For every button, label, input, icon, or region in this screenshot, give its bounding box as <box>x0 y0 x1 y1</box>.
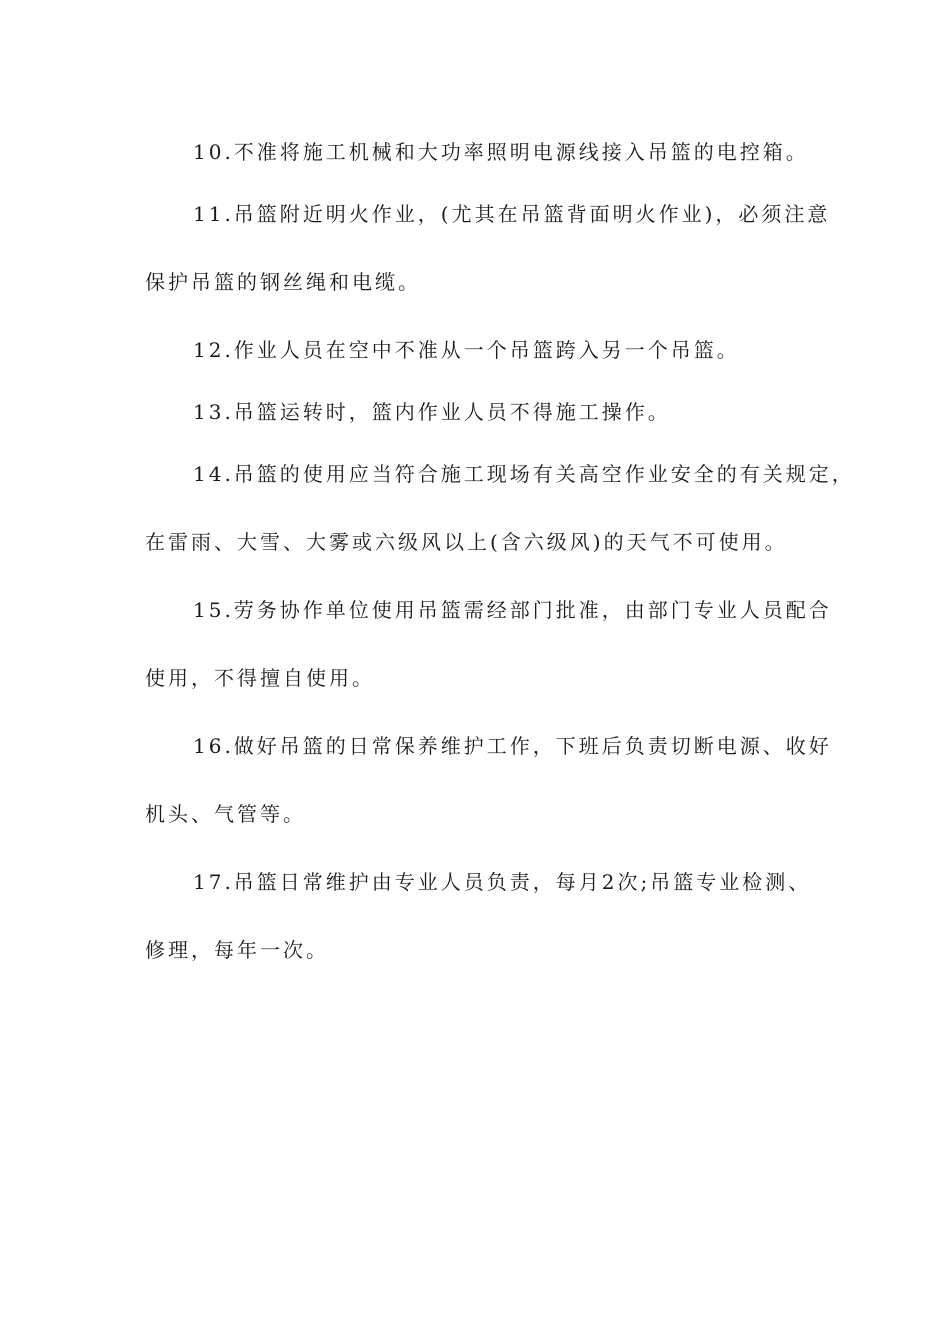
rule-item-12-line-1: 12.作业人员在空中不准从一个吊篮跨入另一个吊篮。 <box>193 338 740 362</box>
document-body <box>145 125 855 991</box>
rule-item-13-line-1: 13.吊篮运转时，篮内作业人员不得施工操作。 <box>193 400 671 424</box>
rule-item-17-line-1: 17.吊篮日常维护由专业人员负责，每月2次;吊篮专业检测、 <box>193 870 812 894</box>
rule-item-14-line-2: 在雷雨、大雪、大雾或六级风以上(含六级风)的天气不可使用。 <box>145 530 788 554</box>
rule-item-13 <box>145 385 815 447</box>
rule-item-11-line-2: 保护吊篮的钢丝绳和电缆。 <box>145 270 421 294</box>
rule-item-15 <box>145 583 832 719</box>
rule-item-10 <box>145 125 815 187</box>
rule-item-16-line-1: 16.做好吊篮的日常保养维护工作，下班后负责切断电源、收好 <box>193 734 832 758</box>
rule-item-16-line-2: 机头、气管等。 <box>145 802 306 826</box>
rule-item-12 <box>145 323 815 385</box>
rule-item-17-line-2: 修理，每年一次。 <box>145 938 329 962</box>
rule-item-10-line-1: 10.不准将施工机械和大功率照明电源线接入吊篮的电控箱。 <box>193 140 809 164</box>
rule-item-16 <box>145 719 832 855</box>
rule-item-15-line-1: 15.劳务协作单位使用吊篮需经部门批准，由部门专业人员配合 <box>193 598 832 622</box>
rule-item-11-line-1: 11.吊篮附近明火作业，(尤其在吊篮背面明火作业)，必须注意 <box>193 202 831 226</box>
rule-item-15-line-2: 使用，不得擅自使用。 <box>145 666 375 690</box>
rule-item-17 <box>145 855 815 991</box>
rule-item-11 <box>145 187 831 323</box>
rule-item-14 <box>145 447 855 583</box>
rule-item-14-line-1: 14.吊篮的使用应当符合施工现场有关高空作业安全的有关规定， <box>193 462 855 486</box>
